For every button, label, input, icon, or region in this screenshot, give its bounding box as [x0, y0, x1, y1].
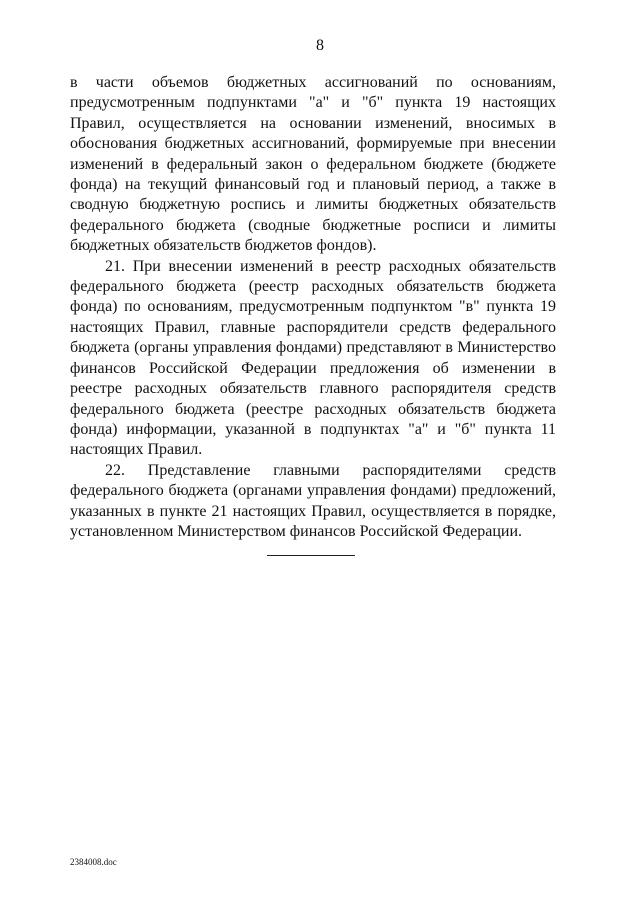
paragraph-21: 21. При внесении изменений в реестр расходных обязательств федерального бюджета (реестр расходных обязательств бюджета фонда) по основаниям, предусмотренным подпунктом "в" пункта 19 настоящих Правил, главные распорядители средств федерального бюджета (органы управления фондами) представляют в Министерство финансов Российской Федерации предложения об изменении в реестре расходных обязательств главного распорядителя средств федерального бюджета (реестре расходных обязательств бюджета фонда) информации, указанной в подпунктах "а" и "б" пункта 11 настоящих Правил.: [70, 257, 556, 459]
page-number: 8: [316, 37, 324, 54]
document-filename: 2384008.doc: [70, 857, 117, 867]
paragraph-continuation: в части объемов бюджетных ассигнований по основаниям, предусмотренным подпунктами "а" и "б" пункта 19 настоящих Правил, осуществляется на основании изменений, вносимых в обоснования бюджетных ассигнований, формируемые при внесении изменений в федеральный закон о федеральном бюджете (бюджете фонда) на текущий финансовый год и плановый период, а также в сводную бюджетную роспись и лимиты бюджетных обязательств федерального бюджета (сводные бюджетные росписи и лимиты бюджетных обязательств бюджетов фондов).: [70, 74, 556, 255]
document-body: [70, 73, 556, 542]
end-separator-line: [267, 555, 355, 556]
paragraph-22: 22. Представление главными распорядителями средств федерального бюджета (органами управления фондами) предложений, указанных в пункте 21 настоящих Правил, осуществляется в порядке, установленном Министерством финансов Российской Федерации.: [70, 461, 556, 540]
